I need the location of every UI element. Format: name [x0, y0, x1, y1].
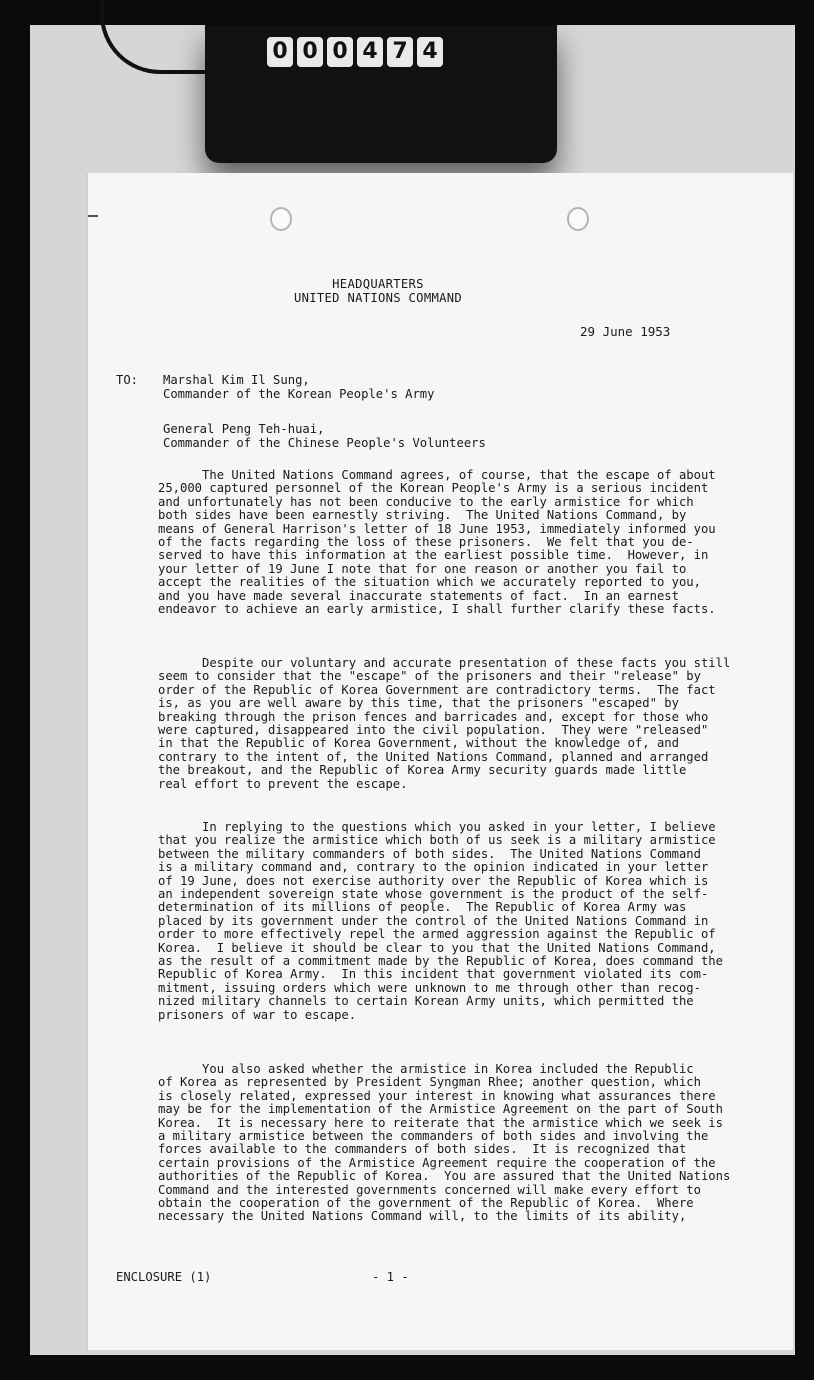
paragraph: The United Nations Command agrees, of course, that the escape of about 25,000 captured personnel of the Korean People's Army is a serious incident and unfortunately has not been conducive to the early armistice for which both sides have been earnestly striving. The United Nations Command, by means of General Harrison's letter of 18 June 1953, immediately informed you of the facts regarding the loss of these prisoners. We felt that you de- served to have this information at the earliest possible time. However, in your letter of 19 June I note that for one reason or another you fail to accept the realities of the situation which we accurately reported to you, and you have made several inaccurate statements of fact. In an earnest endeavor to achieve an early armistice, I shall further clarify these facts. — [158, 468, 716, 617]
counter-digit: 4 — [357, 37, 383, 67]
counter-digit: 0 — [327, 37, 353, 67]
paragraph: You also asked whether the armistice in Korea included the Republic of Korea as represented by President Syngman Rhee; another question, which is closely related, expressed your interest in knowing what assurances there may be for the implementation of the Armistice Agreement on the part of South Korea. It is necessary here to reiterate that the armistice which we seek is a military armistice between the commanders of both sides and involving the forces available to the commanders of both sides. It is recognized that certain provisions of the Armistice Agreement require the cooperation of the authorities of the Republic of Korea. You are assured that the United Nations Command and the interested governments concerned will make every effort to obtain the cooperation of the government of the Republic of Korea. Where necessary the United Nations Command will, to the limits of its ability, — [158, 1062, 731, 1224]
header-line: UNITED NATIONS COMMAND — [293, 291, 463, 305]
document-page — [88, 173, 793, 1350]
counter-digit: 0 — [267, 37, 293, 67]
counter-digit: 7 — [387, 37, 413, 67]
recipient-title: Commander of the Chinese People's Volunteers — [163, 436, 486, 450]
header-line: HEADQUARTERS — [332, 277, 424, 291]
recipient-name: Marshal Kim Il Sung, — [163, 373, 310, 387]
counter-digits — [267, 37, 457, 71]
frame-counter — [205, 25, 557, 163]
to-label: TO: — [116, 373, 139, 387]
letter-date: 29 June 1953 — [580, 324, 671, 339]
counter-digit: 4 — [417, 37, 443, 67]
page-number: - 1 - — [372, 1270, 409, 1284]
counter-digit: 0 — [297, 37, 323, 67]
recipient-name: General Peng Teh-huai, — [163, 422, 325, 436]
paragraph: Despite our voluntary and accurate presentation of these facts you still seem to consider that the "escape" of the prisoners and their "release" by order of the Republic of Korea Government are contradictory terms. The fact is, as you are well aware by this time, that the prisoners "escaped" by breaking through the prison fences and barricades and, except for those who were captured, disappeared into the civil population. They were "released" in that the Republic of Korea Government, without the knowledge of, and contrary to the intent of, the United Nations Command, planned and arranged the breakout, and the Republic of Korea Army security guards made little real effort to prevent the escape. — [158, 656, 731, 791]
letter-body — [88, 173, 793, 1350]
paragraph: In replying to the questions which you asked in your letter, I believe that you realize the armistice which both of us seek is a military armistice between the military commanders of both sides. The United Nations Command is a military command and, contrary to the opinion indicated in your letter of 19 June, does not exercise authority over the Republic of Korea which is an independent sovereign state whose government is the product of the self- determination of its millions of people. The Republic of Korea Army was placed by its government under the control of the United Nations Command in order to more effectively repel the armed aggression against the Republic of Korea. I believe it should be clear to you that the United Nations Command, as the result of a commitment made by the Republic of Korea, does command the Republic of Korea Army. In this incident that government violated its com- mitment, issuing orders which were unknown to me through other than recog- nized military channels to certain Korean Army units, which permitted the prisoners of war to escape. — [158, 820, 723, 1022]
enclosure-label: ENCLOSURE (1) — [116, 1270, 212, 1284]
recipient-title: Commander of the Korean People's Army — [163, 387, 435, 401]
